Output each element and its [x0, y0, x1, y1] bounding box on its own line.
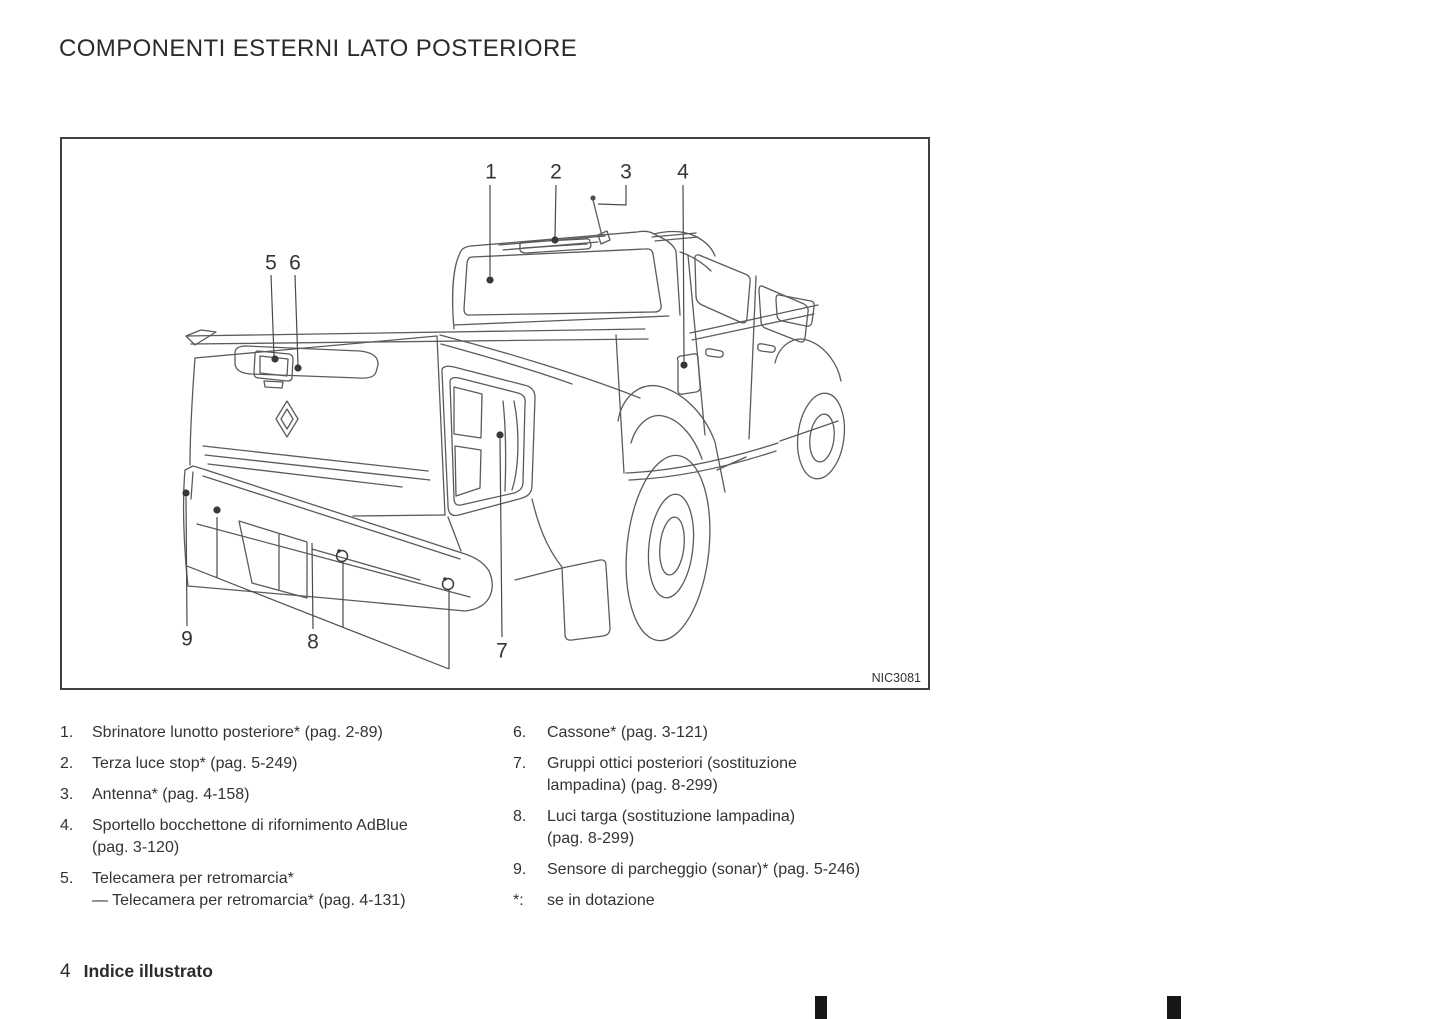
- callout-number-4: 4: [677, 160, 689, 184]
- callout-number-8: 8: [307, 630, 319, 654]
- legend-column-left: [60, 722, 512, 921]
- print-registration-mark: [1167, 996, 1181, 1019]
- legend-item-number: 8.: [513, 808, 527, 825]
- print-registration-mark: [815, 996, 827, 1019]
- legend-item: [513, 722, 943, 744]
- callout-number-9: 9: [181, 627, 193, 651]
- callout-number-1: 1: [485, 160, 497, 184]
- legend-item-number: 7.: [513, 755, 527, 772]
- callout-number-6: 6: [289, 251, 301, 275]
- legend-item-text: se in dotazione: [547, 892, 655, 909]
- legend-item-number: 5.: [60, 870, 74, 887]
- legend-column-right: [513, 722, 943, 921]
- legend-item-text: Telecamera per retromarcia* — Telecamera per retromarcia* (pag. 4-131): [92, 870, 406, 909]
- vehicle-diagram-figure: [60, 137, 930, 690]
- legend-item-number: *:: [513, 892, 524, 909]
- legend-item: [513, 890, 943, 912]
- callout-number-2: 2: [550, 160, 562, 184]
- legend-item-number: 3.: [60, 786, 74, 803]
- legend-item-number: 6.: [513, 724, 527, 741]
- legend-item-number: 2.: [60, 755, 74, 772]
- legend-item: [513, 859, 943, 881]
- legend-item: [60, 722, 512, 744]
- legend-item-text: Terza luce stop* (pag. 5-249): [92, 755, 298, 772]
- legend-item-number: 4.: [60, 817, 74, 834]
- legend-item-number: 1.: [60, 724, 74, 741]
- callout-number-7: 7: [496, 639, 508, 663]
- pickup-truck-rear-diagram: [62, 139, 928, 688]
- legend-item: [513, 806, 943, 850]
- legend-item-number: 9.: [513, 861, 527, 878]
- legend-item: [60, 868, 512, 912]
- footer-section-label: Indice illustrato: [83, 961, 213, 981]
- legend-item-text: Luci targa (sostituzione lampadina) (pag. 8-299): [547, 808, 796, 847]
- legend-item: [60, 815, 512, 859]
- callout-number-3: 3: [620, 160, 632, 184]
- legend-item-text: Sensore di parcheggio (sonar)* (pag. 5-246): [547, 861, 861, 878]
- page-footer: [60, 961, 213, 983]
- legend-item-text: Sportello bocchettone di rifornimento AdBlue (pag. 3-120): [92, 817, 408, 856]
- page-title: COMPONENTI ESTERNI LATO POSTERIORE: [59, 35, 578, 62]
- legend-item-text: Gruppi ottici posteriori (sostituzione lampadina) (pag. 8-299): [547, 755, 797, 794]
- figure-code: NIC3081: [871, 671, 921, 685]
- legend-item-text: Sbrinatore lunotto posteriore* (pag. 2-89): [92, 724, 383, 741]
- legend-item: [60, 784, 512, 806]
- legend-item-text: Antenna* (pag. 4-158): [92, 786, 250, 803]
- legend-item: [513, 753, 943, 797]
- legend-item: [60, 753, 512, 775]
- footer-page-number: 4: [60, 961, 71, 982]
- legend-item-text: Cassone* (pag. 3-121): [547, 724, 708, 741]
- callout-number-5: 5: [265, 251, 277, 275]
